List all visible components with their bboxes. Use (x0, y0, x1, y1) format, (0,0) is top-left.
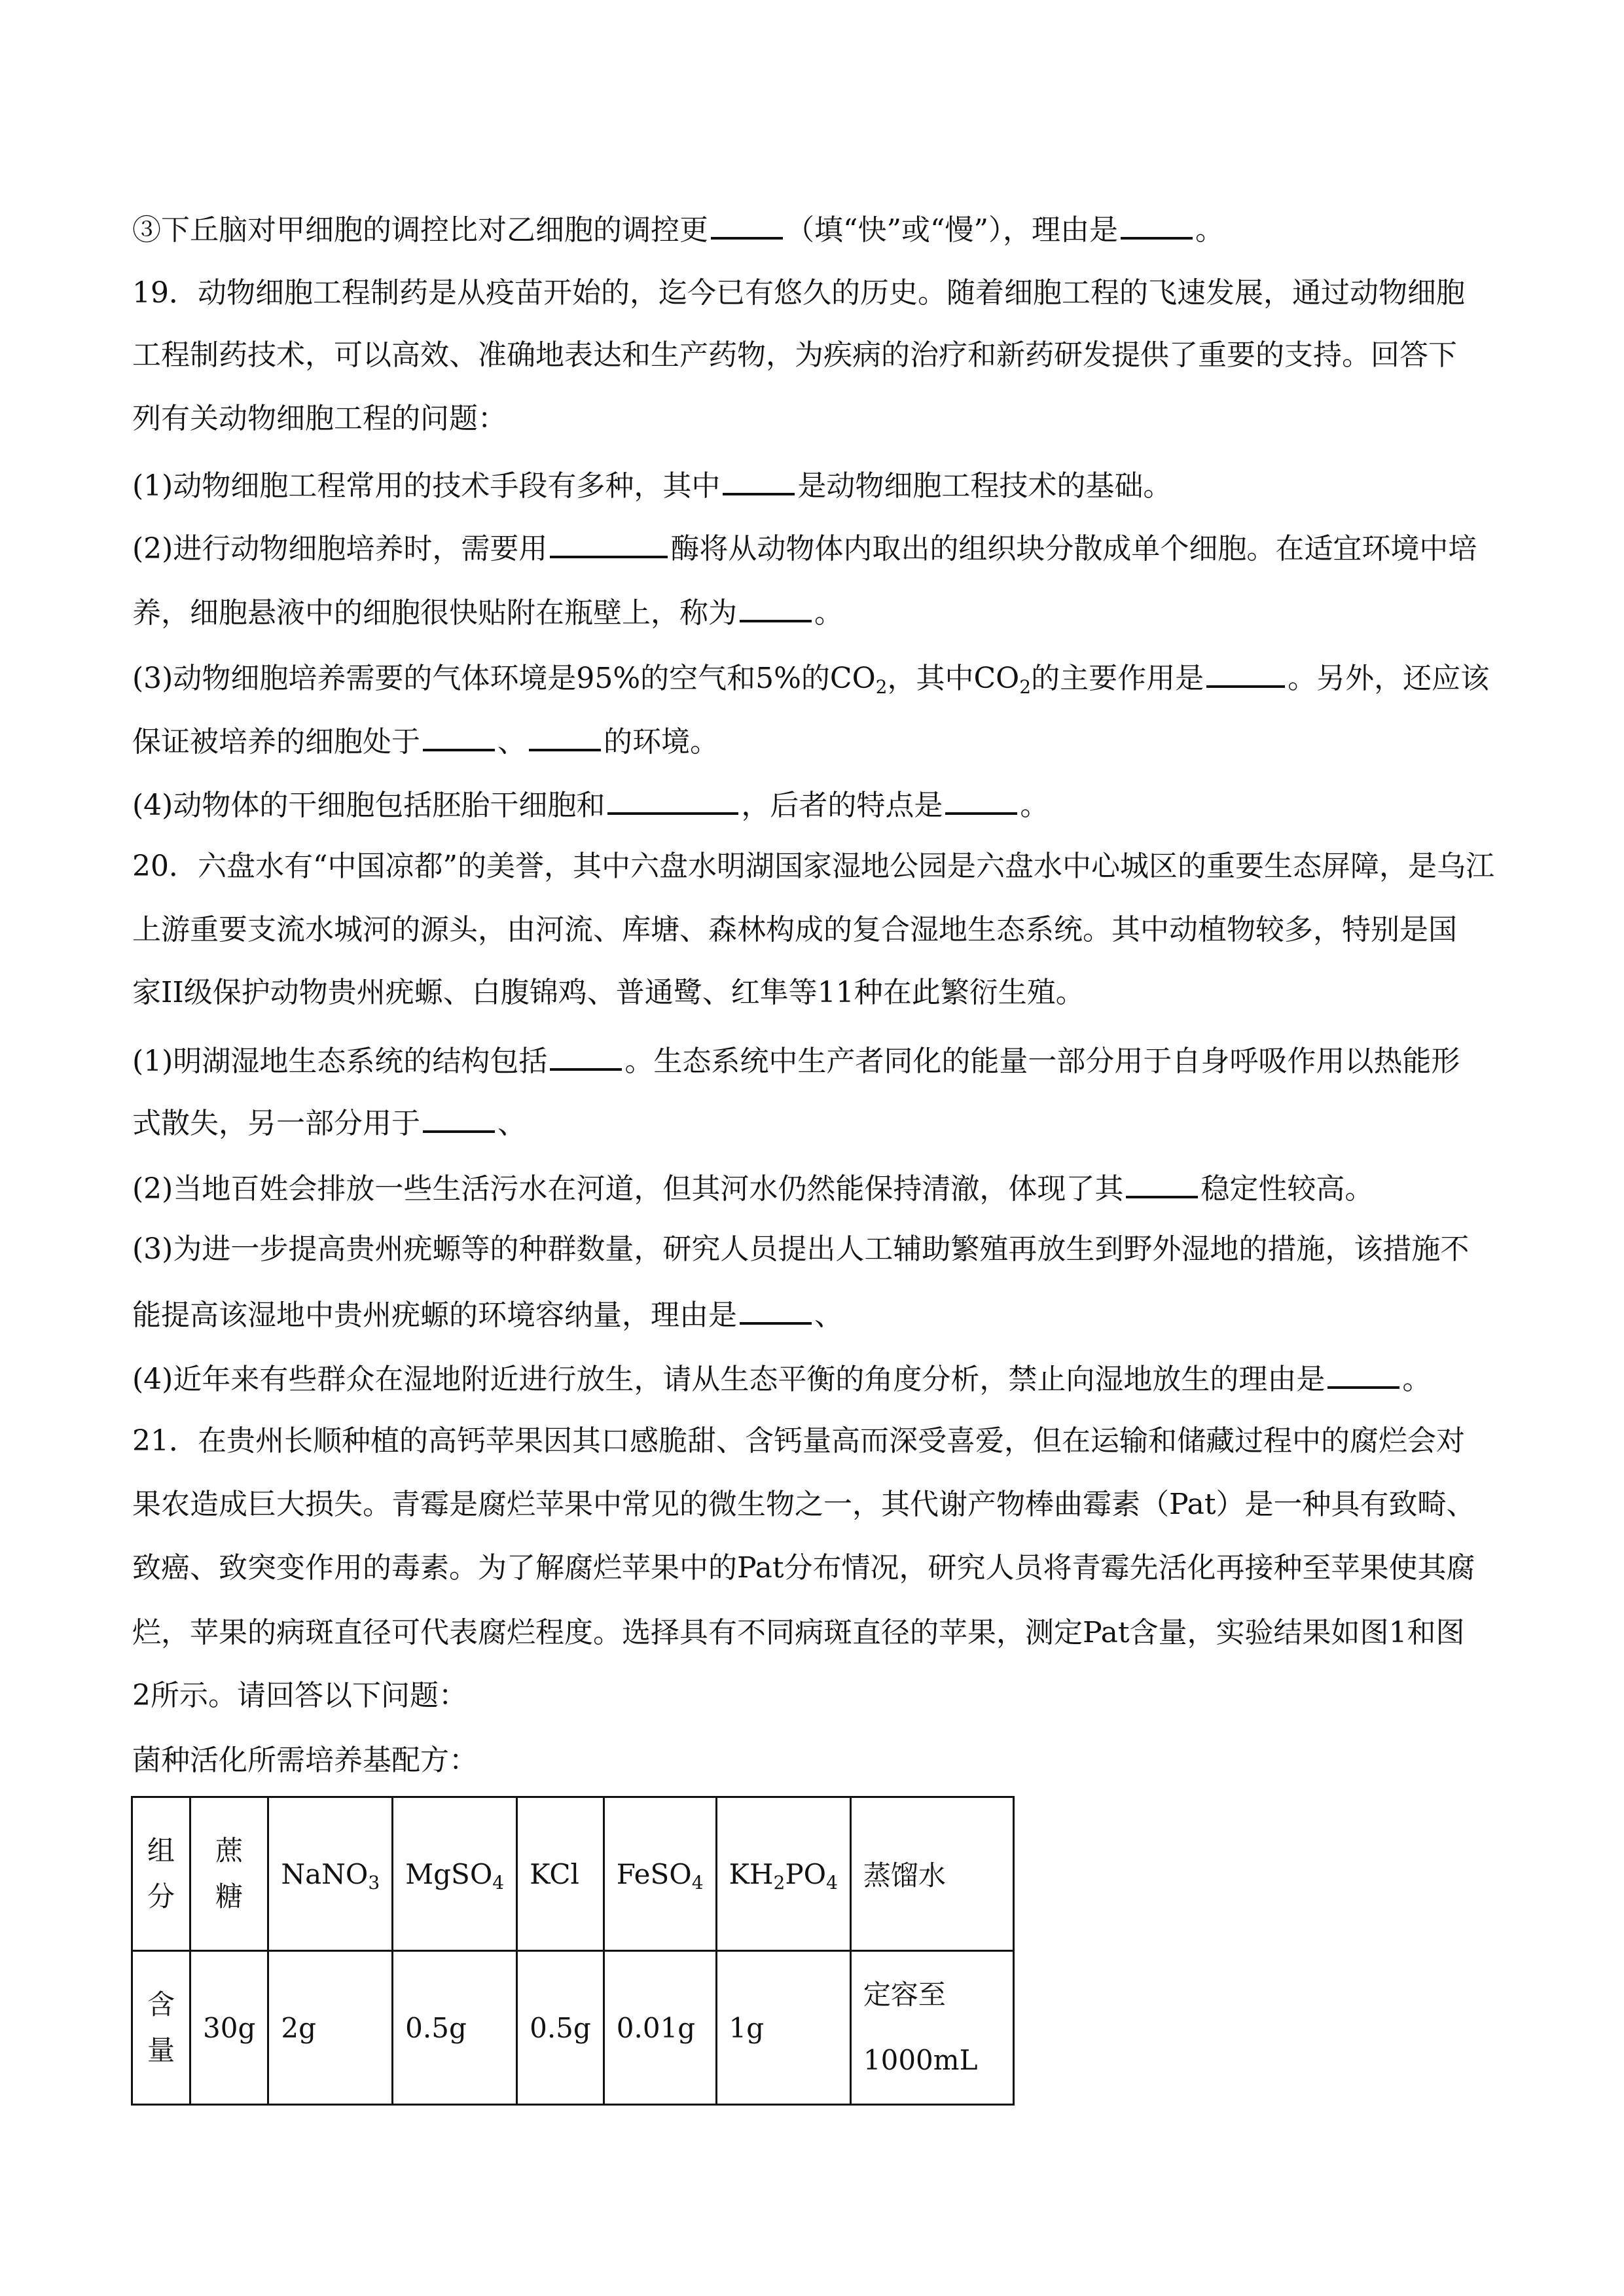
text-span: 稳定性较高。 (1200, 1172, 1374, 1206)
cell-text: 30g (203, 2011, 256, 2044)
text-span: (4)动物体的干细胞包括胚胎干细胞和 (132, 789, 605, 822)
question-19-sub2 (132, 591, 843, 633)
answer-blank[interactable] (1327, 1357, 1399, 1389)
question-21-line: 21．在贵州长顺种植的高钙苹果因其口感脆甜、含钙量高而深受喜爱，但在运输和储藏过程中的腐烂会对 (132, 1424, 1465, 1458)
question-19-line: 19．动物细胞工程制药是从疫苗开始的，迄今已有悠久的历史。随着细胞工程的飞速发展，通过动物细胞 (132, 276, 1465, 310)
text-span: 。 (1402, 1363, 1432, 1396)
cell-text: MgSO (405, 1857, 493, 1890)
cell-text: 组 (147, 1835, 175, 1867)
subscript: 2 (773, 1871, 785, 1893)
table-cell (393, 1951, 517, 2105)
text-span: 酶将从动物体内取出的组织块分散成单个细胞。在适宜环境中培 (670, 532, 1477, 565)
cell-text: 1g (729, 2011, 765, 2044)
answer-blank[interactable] (529, 720, 601, 751)
text-span: （填“快”或“慢”），理由是 (785, 213, 1118, 247)
question-19-sub3 (132, 656, 1489, 698)
question-21-line: 2所示。请回答以下问题： (132, 1679, 467, 1712)
text-span: ，其中CO (887, 662, 1020, 695)
cell-text: 糖 (215, 1880, 244, 1912)
answer-blank[interactable] (711, 208, 783, 240)
cell-text: 蒸馏水 (863, 1859, 946, 1892)
cell-text: KH (729, 1857, 774, 1890)
text-span: 的环境。 (604, 725, 719, 759)
answer-blank[interactable] (1121, 208, 1193, 240)
table-cell (190, 1951, 268, 2105)
table-cell (850, 1797, 1013, 1951)
text-span: 、 (814, 1299, 843, 1332)
table-cell (268, 1797, 393, 1951)
answer-blank[interactable] (423, 1102, 495, 1133)
table-cell (190, 1797, 268, 1951)
cell-text: 1000mL (863, 2044, 978, 2076)
cell-text: 分 (147, 1880, 175, 1912)
answer-blank[interactable] (607, 783, 738, 815)
cell-text: 0.01g (616, 2011, 696, 2044)
table-row (132, 1951, 1014, 2105)
table-cell (393, 1797, 517, 1951)
answer-blank[interactable] (723, 464, 795, 495)
text-span: (2)进行动物细胞培养时，需要用 (132, 532, 548, 565)
cell-text: 量 (147, 2034, 175, 2066)
text-span: 能提高该湿地中贵州疣螈的环境容纳量，理由是 (132, 1299, 737, 1332)
question-20-sub3: (3)为进一步提高贵州疣螈等的种群数量，研究人员提出人工辅助繁殖再放生到野外湿地的措施，该措施不 (132, 1232, 1470, 1266)
table-cell (850, 1951, 1013, 2105)
text-span: 式散失，另一部分用于 (132, 1107, 420, 1140)
question-21-line: 果农造成巨大损失。青霉是腐烂苹果中常见的微生物之一，其代谢产物棒曲霉素（Pat）是一种具有致畸、 (132, 1488, 1475, 1521)
question-19-sub3 (132, 720, 719, 762)
cell-text: FeSO (616, 1857, 692, 1890)
answer-blank[interactable] (945, 783, 1017, 815)
cell-text: 2g (281, 2011, 316, 2044)
text-span: 。另外，还应该 (1288, 662, 1490, 695)
cell-text: NaNO (281, 1857, 369, 1890)
question-21-line: 烂，苹果的病斑直径可代表腐烂程度。选择具有不同病斑直径的苹果，测定Pat含量，实验结果如图1和图 (132, 1616, 1465, 1649)
text-span: 的主要作用是 (1031, 662, 1204, 695)
cell-text: KCl (530, 1857, 579, 1890)
answer-blank[interactable] (1206, 656, 1285, 688)
cell-text: PO (785, 1857, 827, 1890)
cell-text: 0.5g (405, 2011, 467, 2044)
text-span: 养，细胞悬液中的细胞很快贴附在瓶壁上，称为 (132, 596, 737, 630)
text-span: 。 (1195, 213, 1224, 247)
text-span: 保证被培养的细胞处于 (132, 725, 420, 759)
cell-text: 含 (147, 1988, 175, 2020)
table-cell (517, 1797, 604, 1951)
text-span: 、 (497, 1107, 526, 1140)
text-span: ，后者的特点是 (741, 789, 943, 822)
question-20-line: 20．六盘水有“中国凉都”的美誉，其中六盘水明湖国家湿地公园是六盘水中心城区的重要生态屏障，是乌江 (132, 850, 1494, 883)
text-span: ③下丘脑对甲细胞的调控比对乙细胞的调控更 (132, 213, 708, 247)
question-21-line: 致癌、致突变作用的毒素。为了解腐烂苹果中的Pat分布情况，研究人员将青霉先活化再接种至苹果使其腐 (132, 1551, 1475, 1585)
question-21-line: 菌种活化所需培养基配方： (132, 1744, 478, 1777)
question-19-sub4 (132, 783, 1049, 825)
text-span: 是动物细胞工程技术的基础。 (797, 469, 1172, 503)
table-cell (132, 1951, 190, 2105)
text-span: (2)当地百姓会排放一些生活污水在河道，但其河水仍然能保持清澈，体现了其 (132, 1172, 1124, 1206)
text-span: 。 (1020, 789, 1049, 822)
answer-blank[interactable] (550, 1039, 622, 1071)
answer-blank[interactable] (740, 591, 812, 622)
subscript: 4 (492, 1871, 505, 1893)
text-line (132, 208, 1224, 250)
table-cell (604, 1797, 716, 1951)
text-span: (4)近年来有些群众在湿地附近进行放生，请从生态平衡的角度分析，禁止向湿地放生的理由是 (132, 1363, 1326, 1396)
question-20-sub3 (132, 1293, 843, 1335)
table-row (132, 1797, 1014, 1951)
table-cell (716, 1797, 850, 1951)
subscript: 2 (875, 676, 888, 698)
answer-blank[interactable] (1126, 1167, 1198, 1198)
text-span: 。 (814, 596, 843, 630)
text-span: (3)动物细胞培养需要的气体环境是95%的空气和5%的CO (132, 662, 876, 695)
cell-text: 定容至 (863, 1979, 946, 2011)
answer-blank[interactable] (423, 720, 495, 751)
table-cell (268, 1951, 393, 2105)
subscript: 4 (826, 1871, 838, 1893)
cell-text: 0.5g (530, 2011, 591, 2044)
table-cell (517, 1951, 604, 2105)
medium-recipe-table (131, 1796, 1015, 2106)
text-span: 、 (497, 725, 526, 759)
text-span: (1)明湖湿地生态系统的结构包括 (132, 1045, 548, 1078)
subscript: 2 (1019, 676, 1032, 698)
question-20-sub1 (132, 1102, 526, 1143)
question-20-line: 家II级保护动物贵州疣螈、白腹锦鸡、普通鹭、红隼等11种在此繁衍生殖。 (132, 976, 1085, 1009)
subscript: 3 (368, 1871, 380, 1893)
question-20-sub1 (132, 1039, 1460, 1081)
answer-blank[interactable] (740, 1293, 812, 1325)
table-cell (604, 1951, 716, 2105)
text-span: (1)动物细胞工程常用的技术手段有多种，其中 (132, 469, 721, 503)
table-cell (716, 1951, 850, 2105)
table-cell (132, 1797, 190, 1951)
question-20-sub2 (132, 1167, 1373, 1209)
question-19-line: 列有关动物细胞工程的问题： (132, 402, 507, 435)
question-19-sub1 (132, 464, 1172, 506)
subscript: 4 (691, 1871, 704, 1893)
cell-text: 蔗 (215, 1835, 244, 1867)
text-span: 。生态系统中生产者同化的能量一部分用于自身呼吸作用以热能形 (624, 1045, 1460, 1078)
question-19-line: 工程制药技术，可以高效、准确地表达和生产药物，为疾病的治疗和新药研发提供了重要的支持。回答下 (132, 338, 1457, 372)
question-19-sub2 (132, 527, 1477, 569)
answer-blank[interactable] (550, 527, 668, 558)
question-20-sub4 (132, 1357, 1431, 1399)
question-20-line: 上游重要支流水城河的源头，由河流、库塘、森林构成的复合湿地生态系统。其中动植物较多，特别是国 (132, 913, 1457, 946)
